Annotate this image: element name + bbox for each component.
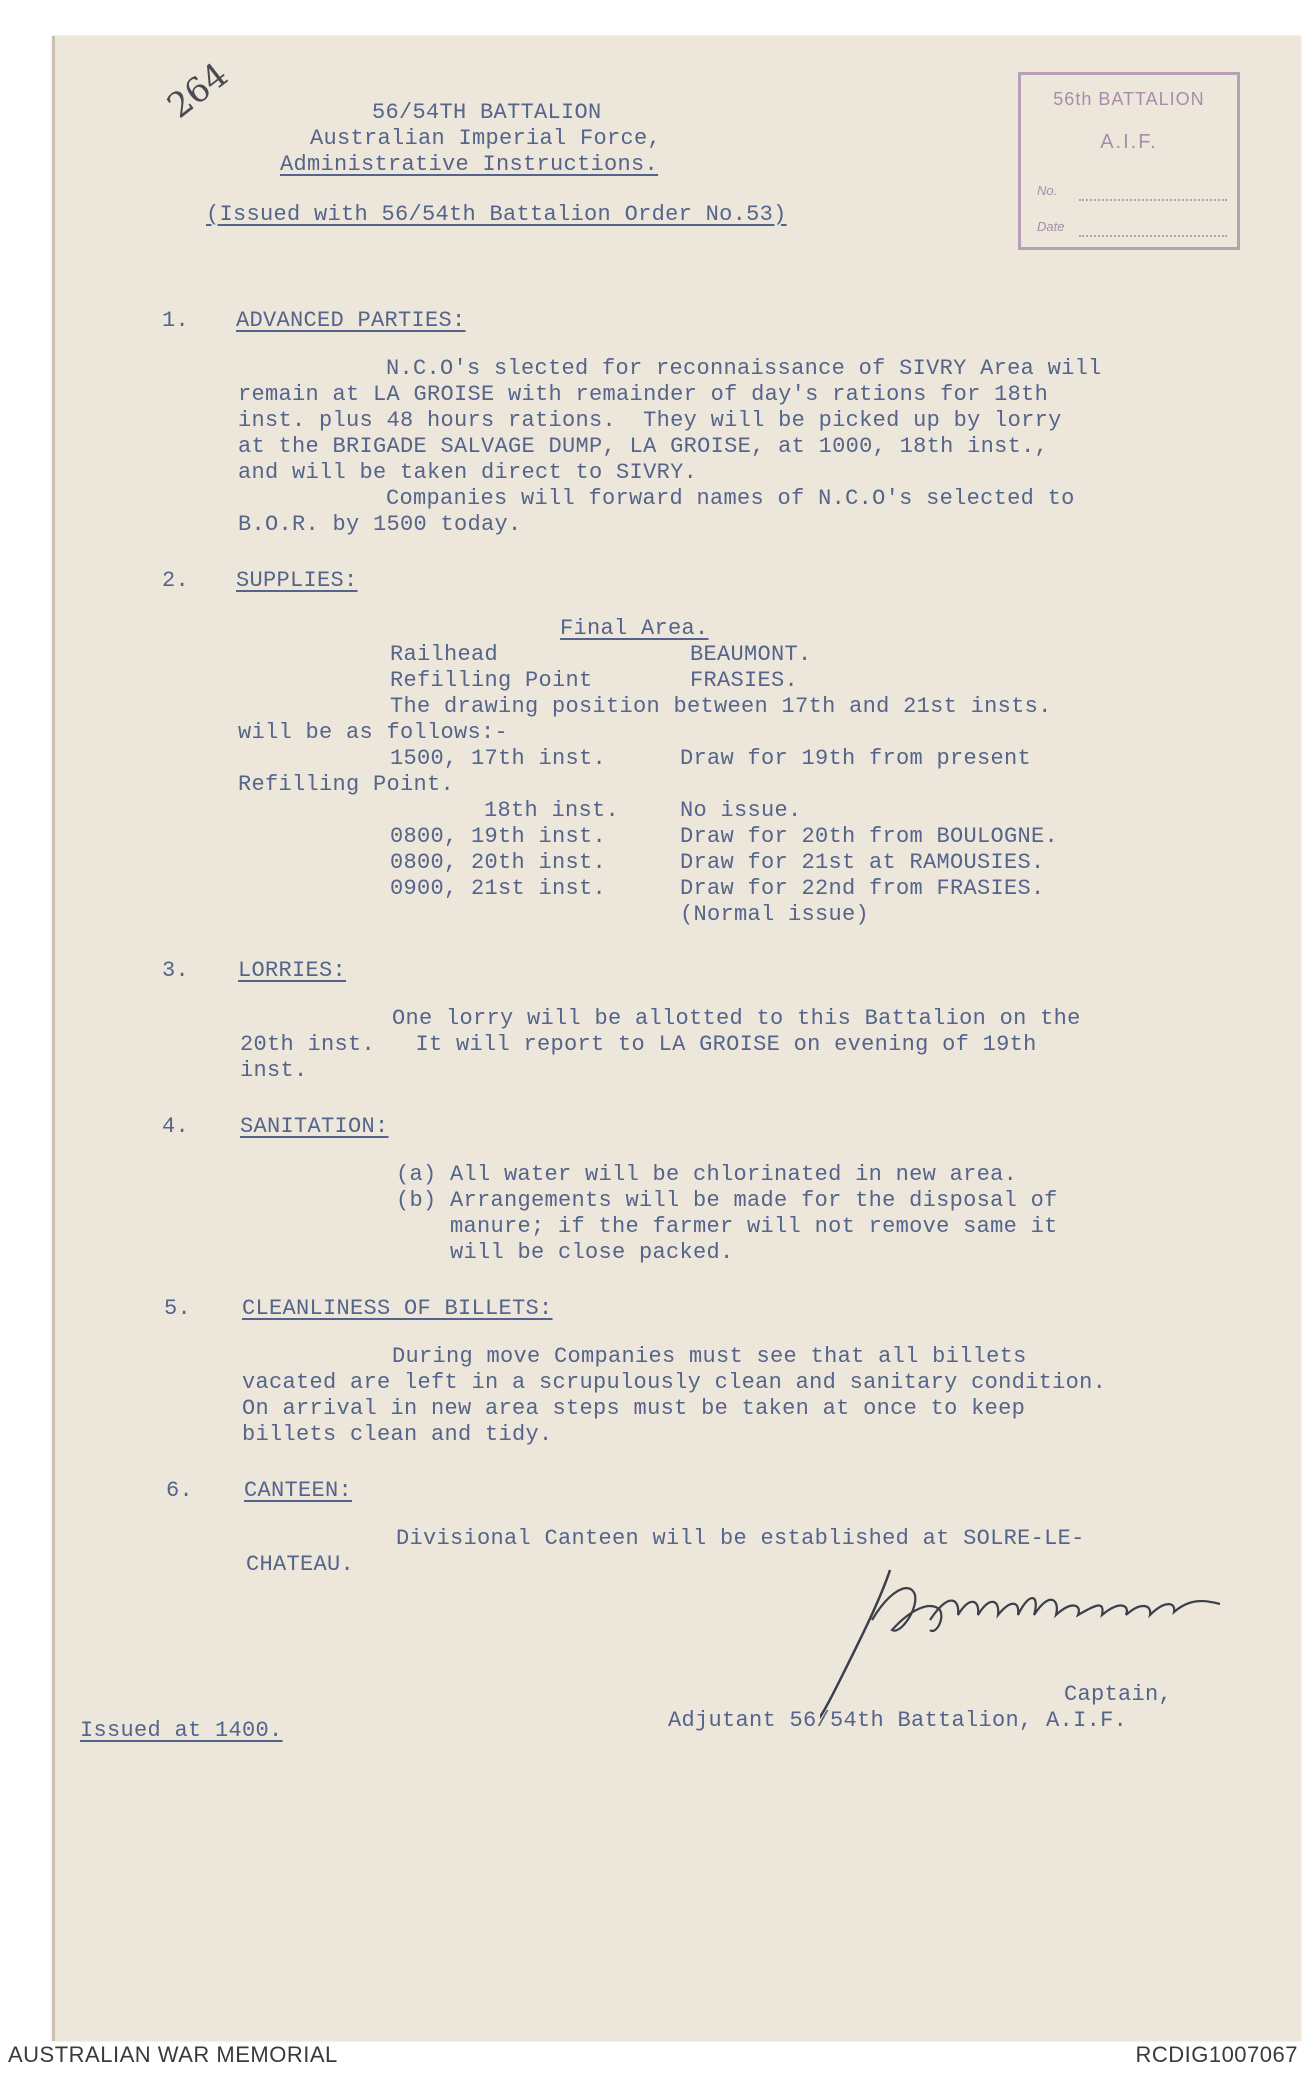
supply-row-time: 1500, 17th inst. bbox=[390, 746, 607, 771]
supplies-intro: The drawing position between 17th and 21st insts. bbox=[390, 694, 1052, 719]
section-5-line: During move Companies must see that all billets bbox=[392, 1344, 1027, 1369]
section-1-line: at the BRIGADE SALVAGE DUMP, LA GROISE, at 1000, 18th inst., bbox=[238, 434, 1049, 459]
section-4-number: 4. bbox=[162, 1114, 190, 1139]
section-1-line: remain at LA GROISE with remainder of day's rations for 18th bbox=[238, 382, 1049, 407]
section-5-heading: CLEANLINESS OF BILLETS: bbox=[242, 1296, 553, 1321]
footer-right: RCDIG1007067 bbox=[1135, 2042, 1298, 2067]
section-2-subheading: Final Area. bbox=[560, 616, 709, 641]
section-6-heading: CANTEEN: bbox=[244, 1478, 353, 1503]
signatory-title: Adjutant 56/54th Battalion, A.I.F. bbox=[668, 1708, 1128, 1733]
section-5-number: 5. bbox=[164, 1296, 192, 1321]
footer-left: AUSTRALIAN WAR MEMORIAL bbox=[8, 2042, 338, 2067]
supply-row-note: (Normal issue) bbox=[680, 902, 870, 927]
section-5-line: On arrival in new area steps must be taken at once to keep bbox=[242, 1396, 1026, 1421]
railhead-value: BEAUMONT. bbox=[690, 642, 812, 667]
refilling-label: Refilling Point bbox=[390, 668, 593, 693]
supplies-intro: will be as follows:- bbox=[238, 720, 509, 745]
section-3-line: One lorry will be allotted to this Battalion on the bbox=[392, 1006, 1081, 1031]
section-1-line: B.O.R. by 1500 today. bbox=[238, 512, 522, 537]
stamp-no-label: No. bbox=[1037, 183, 1058, 198]
supply-row-text: Draw for 22nd from FRASIES. bbox=[680, 876, 1045, 901]
section-5-line: billets clean and tidy. bbox=[242, 1422, 553, 1447]
header-title: 56/54TH BATTALION bbox=[372, 100, 602, 125]
supply-row-text: Draw for 21st at RAMOUSIES. bbox=[680, 850, 1045, 875]
section-6-line: Divisional Canteen will be established at SOLRE-LE- bbox=[396, 1526, 1085, 1551]
section-2-heading: SUPPLIES: bbox=[236, 568, 358, 593]
supply-row-time: 0800, 19th inst. bbox=[390, 824, 607, 849]
supply-row-text: No issue. bbox=[680, 798, 802, 823]
header-subtitle: Australian Imperial Force, bbox=[310, 126, 662, 151]
stamp-line-2: A.I.F. bbox=[1100, 131, 1158, 153]
issued-with: (Issued with 56/54th Battalion Order No.53) bbox=[206, 202, 787, 227]
section-4-heading: SANITATION: bbox=[240, 1114, 389, 1139]
stamp-no-line bbox=[1079, 199, 1227, 201]
section-3-number: 3. bbox=[162, 958, 190, 983]
section-6-line: CHATEAU. bbox=[246, 1552, 355, 1577]
section-3-line: inst. bbox=[240, 1058, 308, 1083]
supply-row-text: Draw for 19th from present bbox=[680, 746, 1032, 771]
section-4-line: will be close packed. bbox=[396, 1240, 734, 1265]
stamp-date-label: Date bbox=[1037, 219, 1065, 234]
supply-row-time: 0900, 21st inst. bbox=[390, 876, 607, 901]
supply-row-text: Draw for 20th from BOULOGNE. bbox=[680, 824, 1059, 849]
signatory-rank: Captain, bbox=[1064, 1682, 1173, 1707]
stamp-line-1: 56th BATTALION bbox=[1053, 89, 1205, 109]
section-4-line: (b) Arrangements will be made for the disposal of bbox=[396, 1188, 1058, 1213]
section-3-line: 20th inst. It will report to LA GROISE on evening of 19th bbox=[240, 1032, 1037, 1057]
stamp-date-line bbox=[1079, 235, 1227, 237]
section-4-line: (a) All water will be chlorinated in new area. bbox=[396, 1162, 1018, 1187]
header-subtitle-2: Administrative Instructions. bbox=[280, 152, 659, 177]
section-5-line: vacated are left in a scrupulously clean and sanitary condition. bbox=[242, 1370, 1107, 1395]
folio-number: 264 bbox=[160, 55, 236, 127]
railhead-label: Railhead bbox=[390, 642, 499, 667]
supply-row-cont: Refilling Point. bbox=[238, 772, 455, 797]
section-1-line: and will be taken direct to SIVRY. bbox=[238, 460, 698, 485]
supply-row-time: 0800, 20th inst. bbox=[390, 850, 607, 875]
supply-row-time: 18th inst. bbox=[484, 798, 620, 823]
section-2-number: 2. bbox=[162, 568, 190, 593]
section-1-line: inst. plus 48 hours rations. They will be picked up by lorry bbox=[238, 408, 1062, 433]
section-3-heading: LORRIES: bbox=[238, 958, 347, 983]
section-1-line: N.C.O's slected for reconnaissance of SIVRY Area will bbox=[386, 356, 1102, 381]
issued-at: Issued at 1400. bbox=[80, 1718, 283, 1743]
section-1-number: 1. bbox=[162, 308, 190, 333]
battalion-stamp bbox=[1018, 72, 1240, 250]
section-1-line: Companies will forward names of N.C.O's selected to bbox=[386, 486, 1075, 511]
refilling-value: FRASIES. bbox=[690, 668, 799, 693]
section-6-number: 6. bbox=[166, 1478, 194, 1503]
section-1-heading: ADVANCED PARTIES: bbox=[236, 308, 466, 333]
section-4-line: manure; if the farmer will not remove same it bbox=[396, 1214, 1058, 1239]
